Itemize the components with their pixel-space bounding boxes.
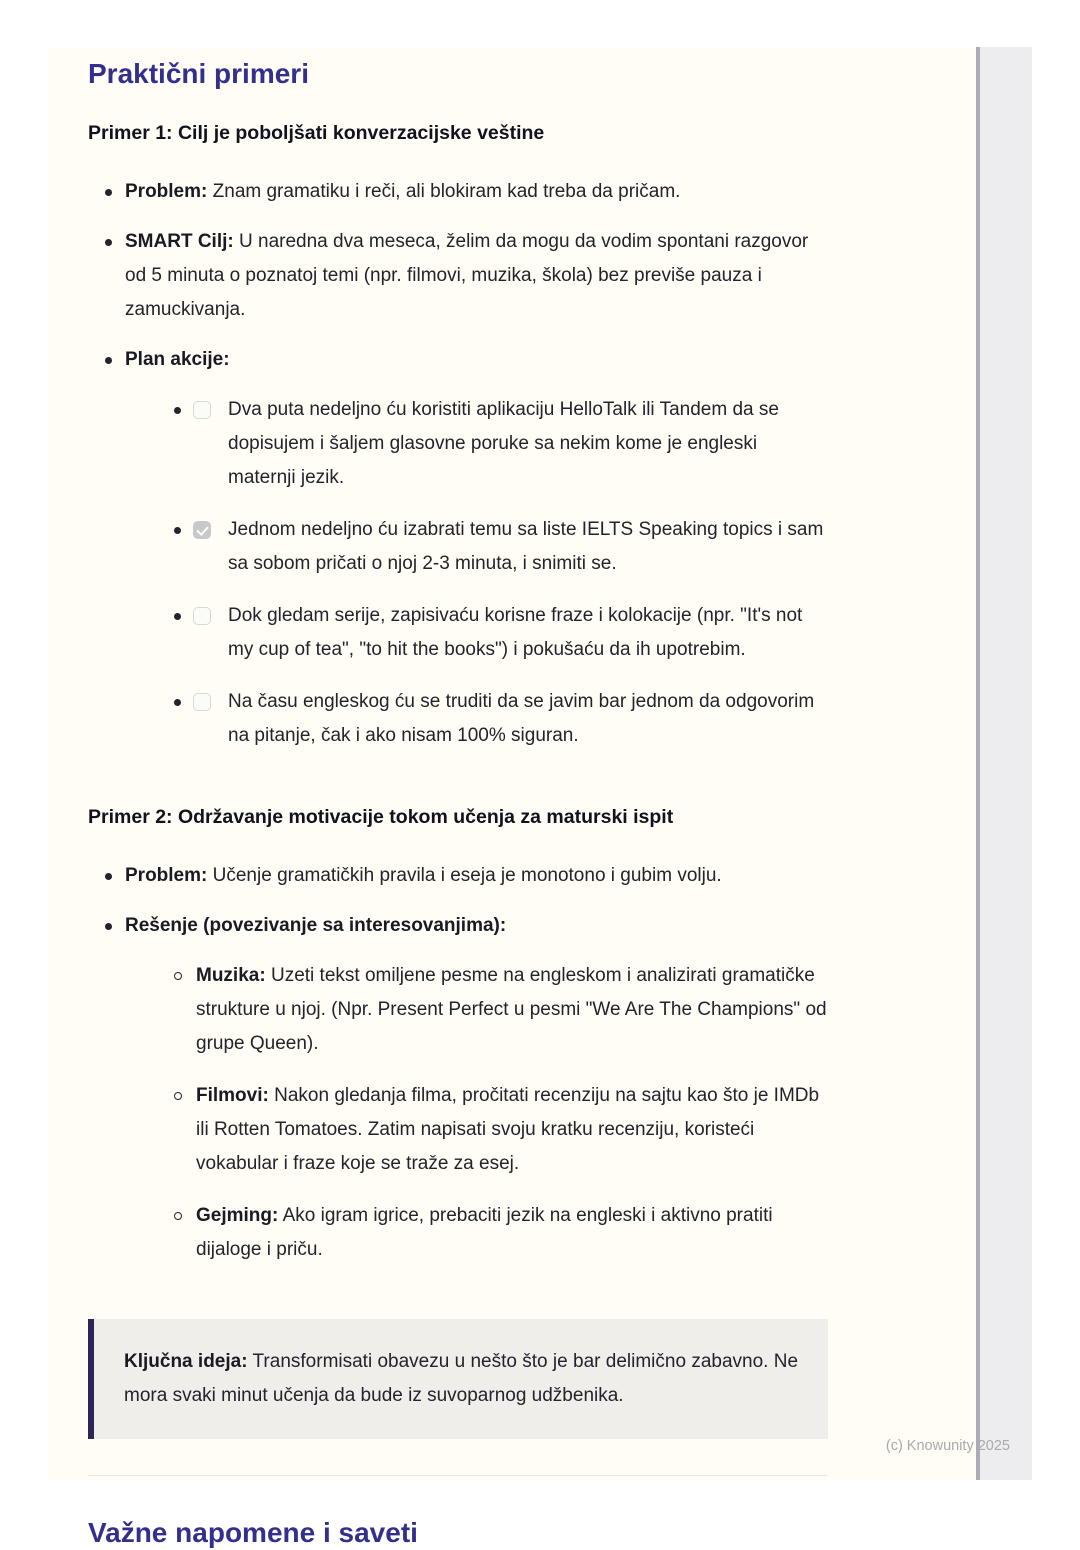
interests-sublist <box>125 959 828 1267</box>
sublist-item <box>125 1199 828 1267</box>
checkbox-unchecked[interactable] <box>193 401 211 419</box>
bullet-label: Problem: <box>125 865 208 886</box>
bullet-circle-icon <box>174 972 182 980</box>
sublist-item-text <box>196 1079 828 1181</box>
example2-bullet-list <box>88 859 828 1285</box>
bullet-label: Problem: <box>125 181 208 202</box>
bullet-disc-icon <box>174 613 181 620</box>
checkbox-unchecked[interactable] <box>193 693 211 711</box>
callout-body: Transformisati obavezu u nešto što je bar delimično zabavno. Ne mora svaki minut učenja da bude iz suvoparnog udžbenika. <box>124 1351 799 1406</box>
section-title-practical-examples: Praktični primeri <box>88 58 309 89</box>
bullet-label: Rešenje (povezivanje sa interesovanjima): <box>125 915 507 936</box>
sublist-body: Nakon gledanja filma, pročitati recenziju na sajtu kao što je IMDb ili Rotten Tomatoes. Zatim napisati svoju kratku recenziju, koristeći vokabular i fraze koje se traže za esej. <box>196 1085 820 1174</box>
checklist-item <box>125 685 828 753</box>
bullet-disc-icon <box>105 239 112 246</box>
bullet-circle-icon <box>174 1212 182 1220</box>
example1-title: Primer 1: Cilj je poboljšati konverzacijske veštine <box>88 122 545 144</box>
bullet-disc-icon <box>174 699 181 706</box>
checklist-item <box>125 393 828 495</box>
section-title-important-notes: Važne napomene i saveti <box>88 1517 418 1548</box>
scrollbar-track[interactable] <box>980 47 1032 1480</box>
checklist-item-text: Na času engleskog ću se truditi da se javim bar jednom da odgovorim na pitanje, čak i ako nisam 100% siguran. <box>228 691 815 746</box>
sublist-label: Muzika: <box>196 965 266 986</box>
checkbox-checked[interactable] <box>193 521 211 539</box>
bullet-disc-icon <box>105 923 112 930</box>
list-item <box>88 175 828 209</box>
checklist-item-text: Dva puta nedeljno ću koristiti aplikaciju HelloTalk ili Tandem da se dopisujem i šaljem glasovne poruke sa nekim kome je engleski maternji jezik. <box>228 399 779 488</box>
list-item <box>88 225 828 327</box>
checklist-item-text: Jednom nedeljno ću izabrati temu sa liste IELTS Speaking topics i sam sa sobom pričati o njoj 2-3 minuta, i snimiti se. <box>228 519 824 574</box>
sublist-item <box>125 1079 828 1181</box>
bullet-body: U naredna dva meseca, želim da mogu da vodim spontani razgovor od 5 minuta o poznatoj temi (npr. filmovi, muzika, škola) bez previše pauza i zamuckivanja. <box>125 231 809 320</box>
list-item-text <box>125 225 828 327</box>
bullet-disc-icon <box>105 189 112 196</box>
list-item <box>88 343 828 771</box>
bullet-disc-icon <box>174 407 181 414</box>
checklist-item <box>125 513 828 581</box>
checklist-item <box>125 599 828 667</box>
bullet-disc-icon <box>105 873 112 880</box>
copyright-watermark: (c) Knowunity 2025 <box>885 1438 1010 1454</box>
section-divider <box>88 1475 828 1476</box>
list-item-text <box>125 343 828 771</box>
list-item-text <box>125 859 828 893</box>
bullet-disc-icon <box>105 357 112 364</box>
sublist-item-text <box>196 959 828 1061</box>
bullet-label: SMART Cilj: <box>125 231 234 252</box>
list-item-text <box>125 175 828 209</box>
sublist-body: Ako igram igrice, prebaciti jezik na engleski i aktivno pratiti dijaloge i priču. <box>196 1205 773 1260</box>
sublist-label: Filmovi: <box>196 1085 269 1106</box>
bullet-body: Znam gramatiku i reči, ali blokiram kad treba da pričam. <box>212 181 681 202</box>
callout-text <box>124 1345 798 1413</box>
sublist-label: Gejming: <box>196 1205 279 1226</box>
bullet-circle-icon <box>174 1092 182 1100</box>
bullet-disc-icon <box>174 527 181 534</box>
action-plan-checklist <box>125 393 828 753</box>
callout-label: Ključna ideja: <box>124 1351 248 1372</box>
document-content <box>88 57 828 1550</box>
list-item-text <box>125 909 828 1285</box>
document-page <box>48 47 976 1548</box>
checkbox-unchecked[interactable] <box>193 607 211 625</box>
example1-bullet-list <box>88 175 828 771</box>
key-idea-callout <box>88 1319 828 1439</box>
list-item <box>88 859 828 893</box>
list-item <box>88 909 828 1285</box>
example2-title: Primer 2: Održavanje motivacije tokom učenja za maturski ispit <box>88 806 674 828</box>
bullet-label: Plan akcije: <box>125 349 230 370</box>
sublist-item <box>125 959 828 1061</box>
sublist-body: Uzeti tekst omiljene pesme na engleskom i analizirati gramatičke strukture u njoj. (Npr. Present Perfect u pesmi "We Are The Champions" od grupe Queen). <box>196 965 827 1054</box>
bullet-body: Učenje gramatičkih pravila i eseja je monotono i gubim volju. <box>212 865 722 886</box>
checklist-item-text: Dok gledam serije, zapisivaću korisne fraze i kolokacije (npr. "It's not my cup of tea", "to hit the books") i pokušaću da ih upotrebim. <box>228 605 803 660</box>
sublist-item-text <box>196 1199 828 1267</box>
